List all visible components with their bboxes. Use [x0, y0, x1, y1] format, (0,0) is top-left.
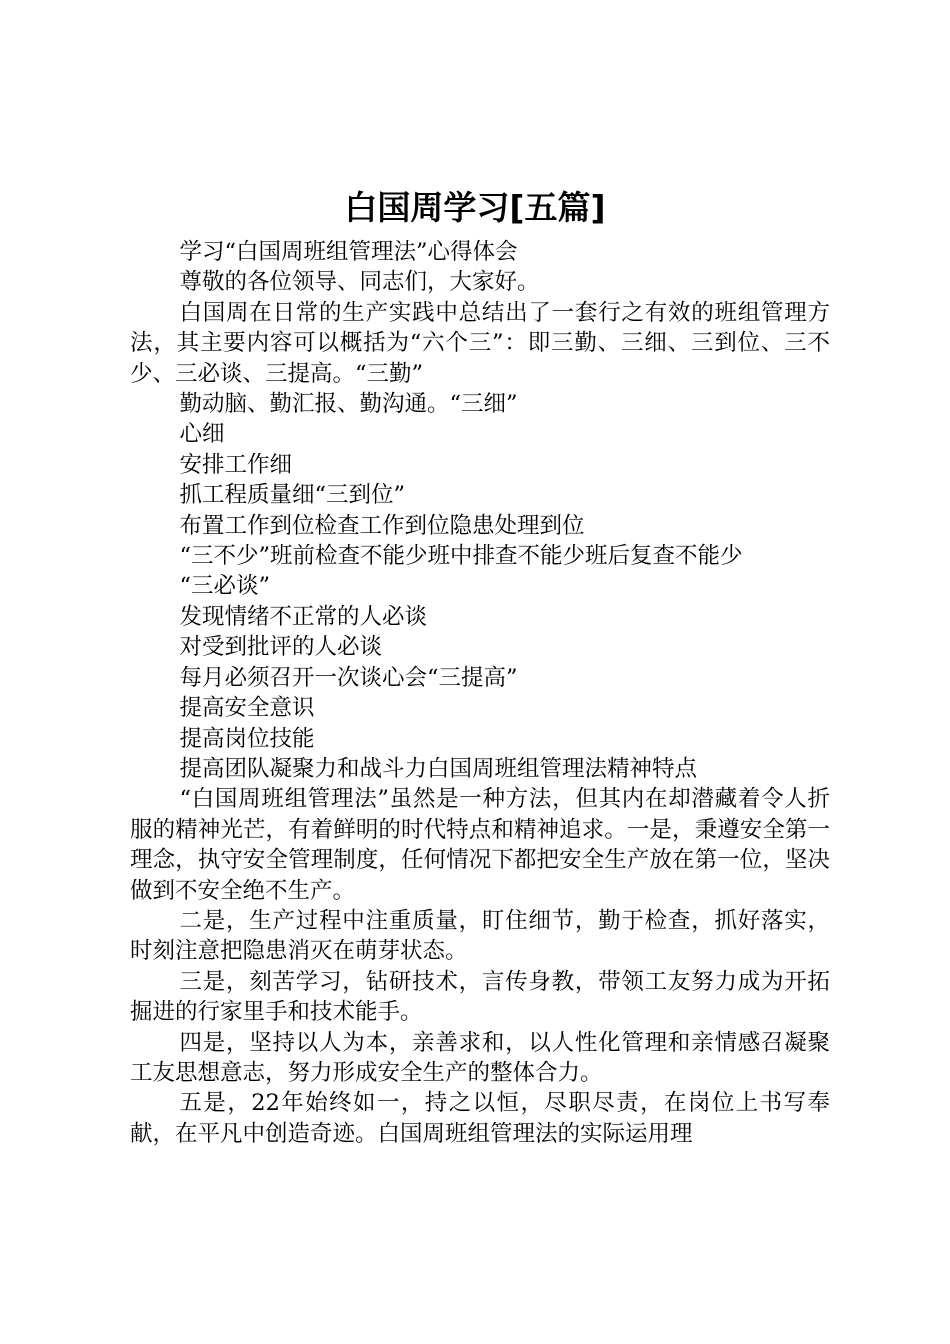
paragraph: 五是，22年始终如一，持之以恒，尽职尽责，在岗位上书写奉献，在平凡中创造奇迹。白国周班组管理法的实际运用理 [130, 1090, 830, 1147]
paragraph: 二是，生产过程中注重质量，盯住细节，勤于检查，抓好落实，时刻注意把隐患消灭在萌芽状态。 [130, 907, 830, 965]
paragraph: 布置工作到位检查工作到位隐患处理到位 [179, 512, 585, 539]
paragraph: “三必谈” [179, 573, 271, 600]
paragraph: “三不少”班前检查不能少班中排查不能少班后复查不能少 [179, 543, 743, 570]
paragraph: 勤动脑、勤汇报、勤沟通。“三细” [179, 391, 518, 418]
paragraph: 抓工程质量细“三到位” [179, 482, 406, 509]
paragraph: 提高岗位技能 [179, 725, 315, 752]
document-title: 白国周学习[五篇] [344, 188, 606, 227]
paragraph: 安排工作细 [179, 451, 293, 478]
paragraph: 发现情绪不正常的人必谈 [179, 603, 428, 630]
paragraph: 对受到批评的人必谈 [179, 634, 383, 661]
paragraph: 三是，刻苦学习，钻研技术，言传身教，带领工友努力成为开拓掘进的行家里手和技术能手。 [130, 968, 830, 1026]
paragraph: 每月必须召开一次谈心会“三提高” [179, 664, 518, 691]
paragraph: 尊敬的各位领导、同志们，大家好。 [179, 269, 540, 296]
paragraph: 提高安全意识 [179, 695, 315, 722]
paragraph: “白国周班组管理法”虽然是一种方法，但其内在却潜藏着令人折服的精神光芒，有着鲜明的时代特点和精神追求。一是，秉遵安全第一理念，执守安全管理制度，任何情况下都把安全生产放在第一位，坚决做到不安全绝不生产。 [130, 786, 830, 904]
paragraph: 白国周在日常的生产实践中总结出了一套行之有效的班组管理方法，其主要内容可以概括为“六个三”：即三勤、三细、三到位、三不少、三必谈、三提高。“三勤” [130, 299, 830, 387]
paragraph: 学习“白国周班组管理法”心得体会 [179, 239, 518, 265]
paragraph: 心细 [179, 421, 225, 448]
paragraph: 四是，坚持以人为本，亲善求和，以人性化管理和亲情感召凝聚工友思想意志，努力形成安全生产的整体合力。 [130, 1029, 830, 1086]
document-body [130, 237, 830, 1149]
paragraph: 提高团队凝聚力和战斗力白国周班组管理法精神特点 [179, 755, 698, 782]
